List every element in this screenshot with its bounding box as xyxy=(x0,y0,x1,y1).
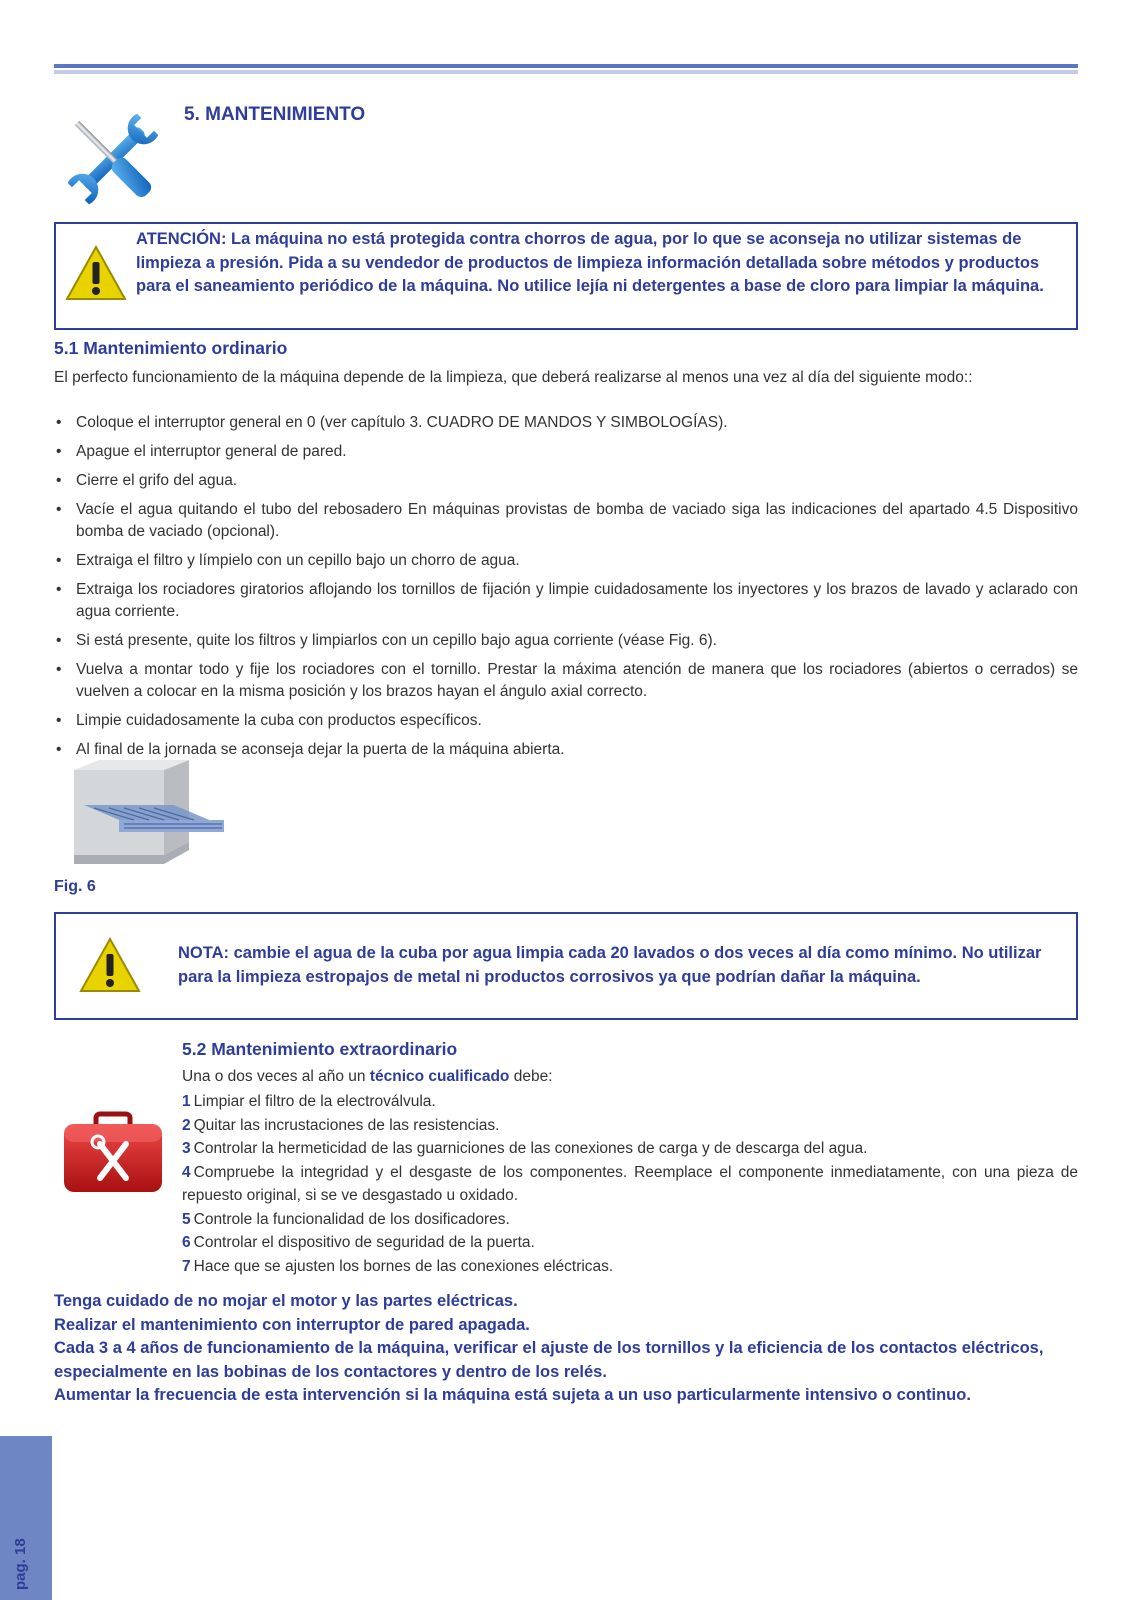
warning-box-attention xyxy=(54,222,1078,330)
list-item: • Si está presente, quite los filtros y limpiarlos con un cepillo bajo agua corriente (véase Fig. 6). xyxy=(56,632,717,649)
list-item: 2 Quitar las incrustaciones de las resistencias. xyxy=(182,1116,500,1134)
tools-icon xyxy=(58,104,168,214)
dishwasher-rack-image xyxy=(64,760,234,880)
warning-text: ATENCIÓN: La máquina no está protegida contra chorros de agua, por lo que se aconseja no utilizar sistemas de limpieza a presión. Pida a su vendedor de productos de limpieza información detallada sobre métodos y productos para el saneamiento periódico de la máquina. No utilice lejía ni detergentes a base de cloro para limpiar la máquina. xyxy=(136,230,1044,295)
subsection-title-extraordinary: 5.2 Mantenimiento extraordinario xyxy=(182,1039,458,1059)
list-item: • Al final de la jornada se aconseja dejar la puerta de la máquina abierta. xyxy=(56,741,565,758)
header-rule-light xyxy=(54,70,1078,74)
list-item: • Vuelva a montar todo y fije los rociadores con el tornillo. Prestar la máxima atención de manera que los rociadores (abiertos o cerrados) se vuelven a colocar en la misma posición y los brazos hayan el ángulo axial correcto. xyxy=(56,661,1078,700)
list-item: • Vacíe el agua quitando el tubo del rebosadero En máquinas provistas de bomba de vaciado siga las indicaciones del apartado 4.5 Dispositivo bomba de vaciado (opcional). xyxy=(56,501,1078,540)
header-rule xyxy=(54,64,1078,68)
note-line: Realizar el mantenimiento con interruptor de pared apagada. xyxy=(54,1315,530,1334)
list-item: • Apague el interruptor general de pared. xyxy=(56,443,347,460)
note-line: Aumentar la frecuencia de esta intervención si la máquina está sujeta a un uso particularmente intensivo o continuo. xyxy=(54,1386,971,1404)
qualified-technician: técnico cualificado xyxy=(369,1068,510,1085)
note-line: Tenga cuidado de no mojar el motor y las partes eléctricas. xyxy=(54,1292,518,1310)
cleaning-steps-list xyxy=(54,412,1078,768)
list-item: 7 Hace que se ajusten los bornes de las conexiones eléctricas. xyxy=(182,1257,614,1275)
list-item: • Cierre el grifo del agua. xyxy=(56,472,238,489)
list-item: • Extraiga los rociadores giratorios aflojando los tornillos de fijación y limpie cuidadosamente los inyectores y los brazos de lavado y aclarado con agua corriente. xyxy=(56,581,1078,620)
section-title: 5. MANTENIMIENTO xyxy=(184,104,366,125)
list-item: • Coloque el interruptor general en 0 (ver capítulo 3. CUADRO DE MANDOS Y SIMBOLOGÍAS). xyxy=(56,414,728,431)
note-text: NOTA: cambie el agua de la cuba por agua limpia cada 20 lavados o dos veces al día como mínimo. No utilizar para la limpieza estropajos de metal ni productos corrosivos ya que podrían dañar la máquina. xyxy=(178,944,1042,986)
list-item: 4 Compruebe la integridad y el desgaste de los componentes. Reemplace el componente inmediatamente, con una pieza de repuesto original, si se ve desgastado u oxidado. xyxy=(182,1163,1078,1204)
list-item: • Limpie cuidadosamente la cuba con productos específicos. xyxy=(56,712,482,729)
warning-icon xyxy=(64,244,128,302)
list-item: • Extraiga el filtro y límpielo con un cepillo bajo un chorro de agua. xyxy=(56,552,520,569)
closing-notes xyxy=(54,1290,1084,1408)
note-line: Cada 3 a 4 años de funcionamiento de la máquina, verificar el ajuste de los tornillos y la eficiencia de los contactos eléctricos, especialmente en las bobinas de los contactores y dentro de los relés. xyxy=(54,1339,1044,1381)
extraordinary-steps-list xyxy=(182,1090,1078,1278)
list-item: 6 Controlar el dispositivo de seguridad de la puerta. xyxy=(182,1234,535,1251)
figure-caption: Fig. 6 xyxy=(54,878,96,895)
warning-icon xyxy=(78,936,142,994)
ordinary-intro: El perfecto funcionamiento de la máquina depende de la limpieza, que deberá realizarse al menos una vez al día del siguiente modo:: xyxy=(54,369,973,386)
list-item: 5 Controle la funcionalidad de los dosificadores. xyxy=(182,1210,510,1228)
toolbox-icon xyxy=(58,1110,168,1200)
warning-box-note xyxy=(54,912,1078,1020)
list-item: 1 Limpiar el filtro de la electroválvula. xyxy=(182,1093,436,1110)
extraordinary-intro: Una o dos veces al año un técnico cualificado debe: xyxy=(182,1068,553,1085)
page-number: pag. 18 xyxy=(12,1538,29,1590)
subsection-title-ordinary: 5.1 Mantenimiento ordinario xyxy=(54,338,288,358)
list-item: 3 Controlar la hermeticidad de las guarniciones de las conexiones de carga y de descarga del agua. xyxy=(182,1140,868,1157)
